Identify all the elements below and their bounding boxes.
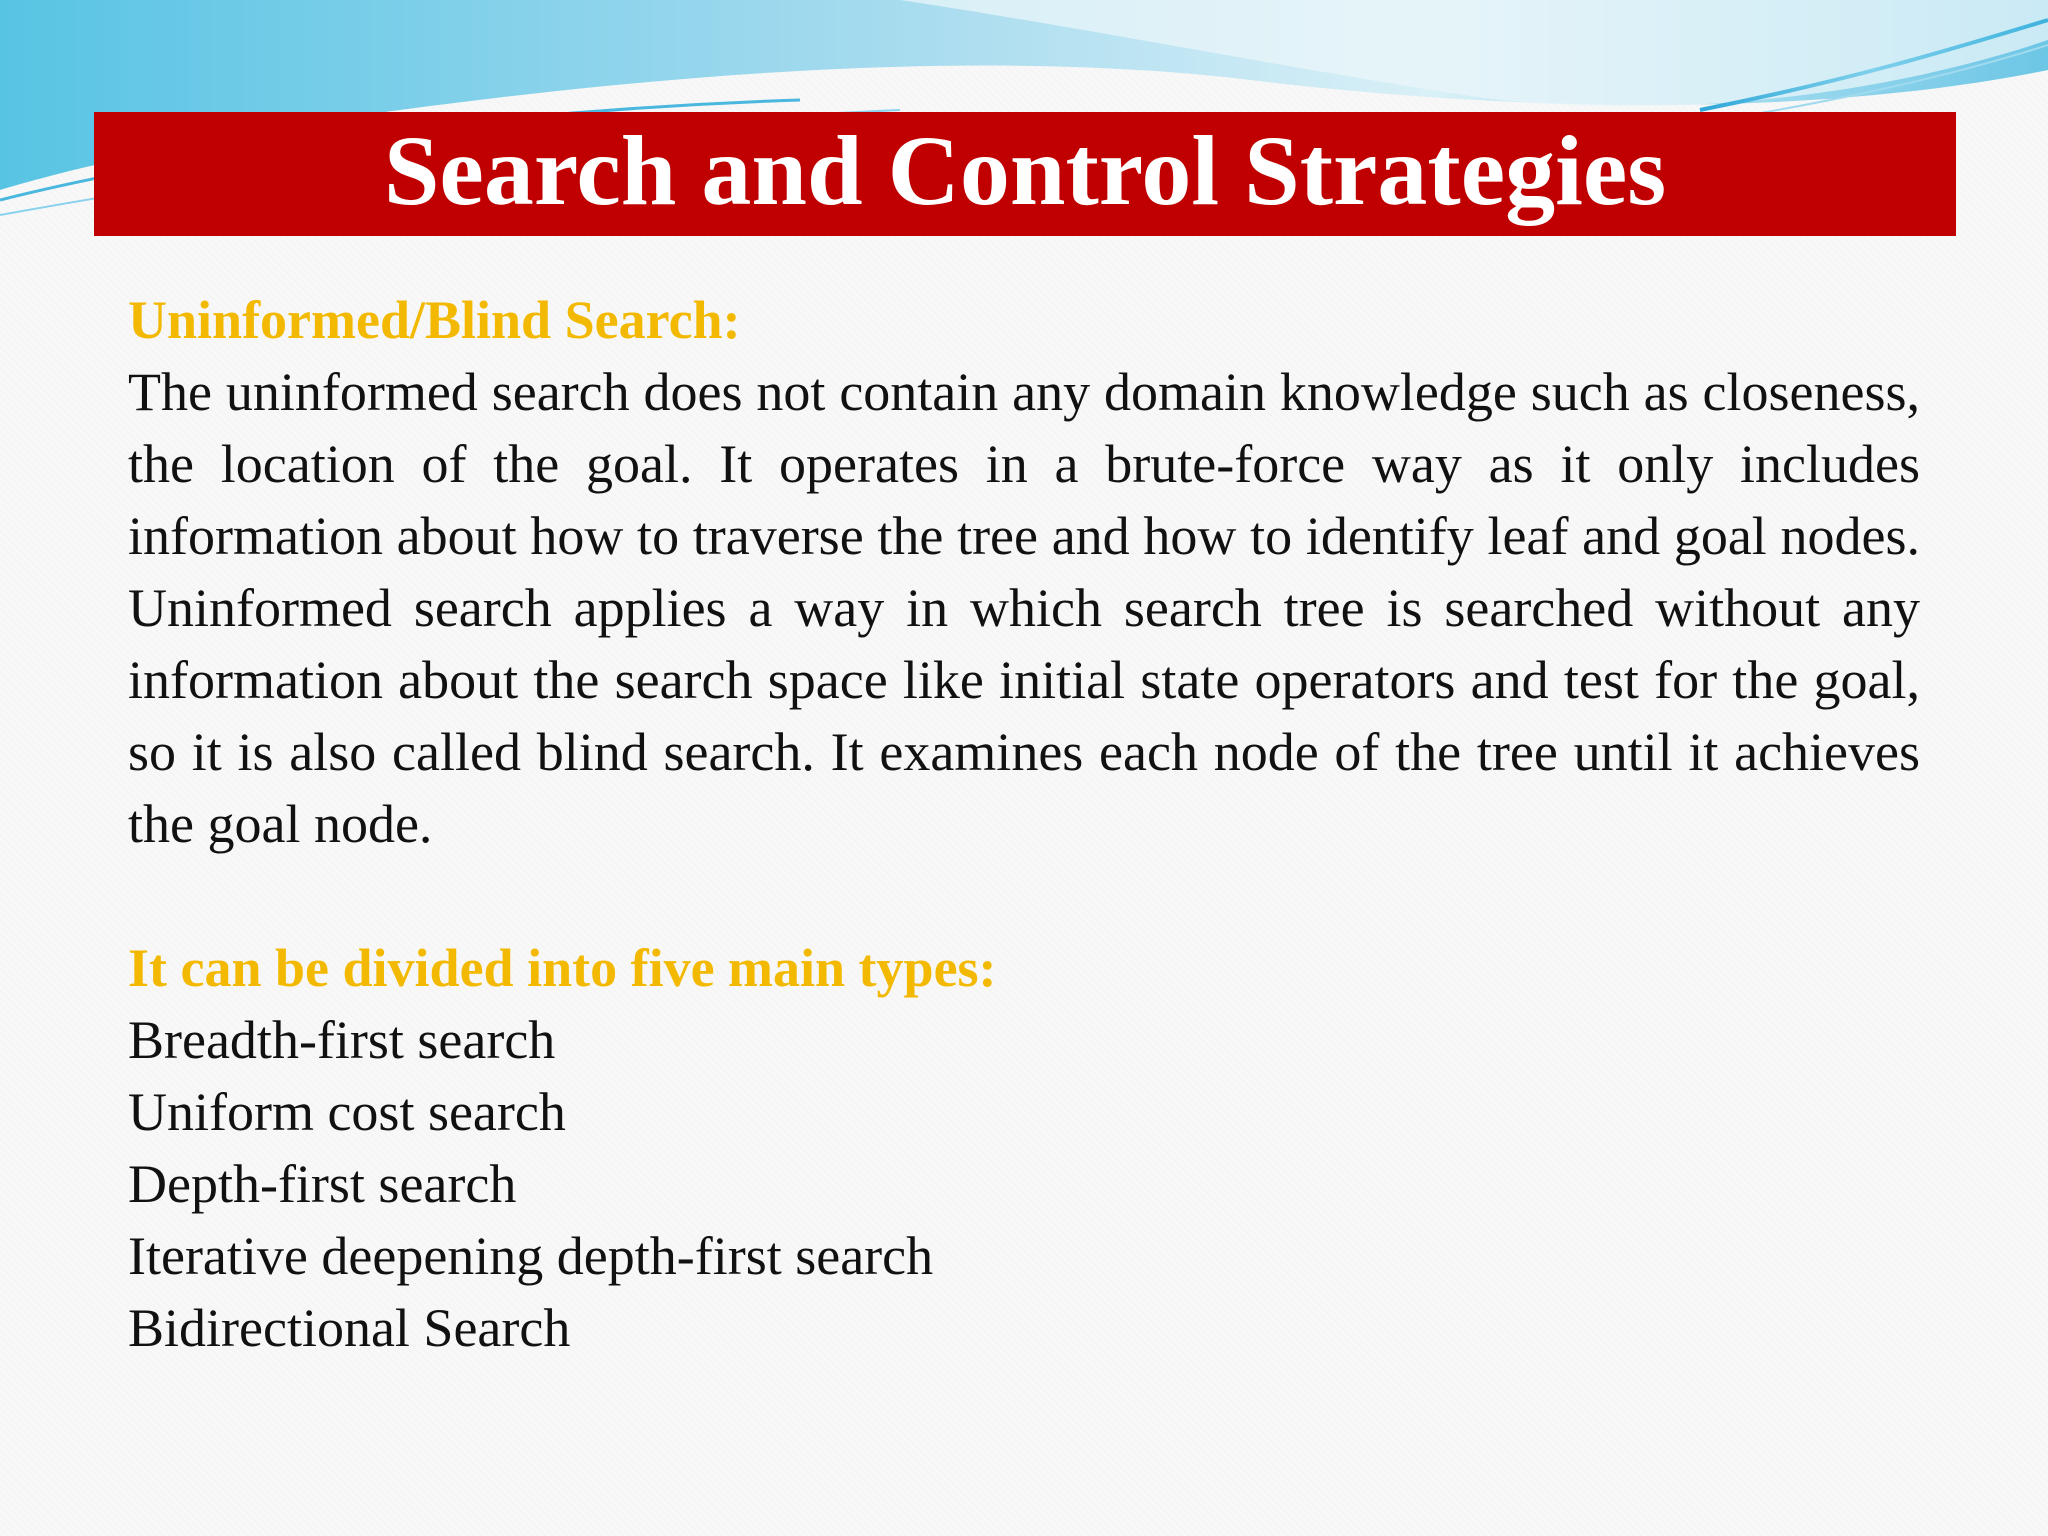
description-paragraph: The uninformed search does not contain any domain knowledge such as closeness, the location of the goal. It operates in a brute-force way as it only includes information about how to traverse the tree and how to identify leaf and goal nodes. Uninformed search applies a way in which search tree is searched without any information about the search space like initial state operators and test for the goal, so it is also called blind search. It examines each node of the tree until it achieves the goal node. <box>128 362 1920 854</box>
types-heading: It can be divided into five main types: <box>128 938 997 998</box>
list-item: Depth-first search <box>128 1154 517 1214</box>
section-heading: Uninformed/Blind Search: <box>128 290 741 350</box>
search-types-list <box>128 1004 1920 1364</box>
slide-content <box>128 284 1920 1364</box>
list-item: Breadth-first search <box>128 1010 556 1070</box>
list-item: Bidirectional Search <box>128 1298 571 1358</box>
spacer <box>128 860 1920 932</box>
title-bar <box>94 112 1956 236</box>
list-item: Iterative deepening depth-first search <box>128 1226 934 1286</box>
slide-title: Search and Control Strategies <box>383 115 1667 226</box>
list-item: Uniform cost search <box>128 1082 566 1142</box>
